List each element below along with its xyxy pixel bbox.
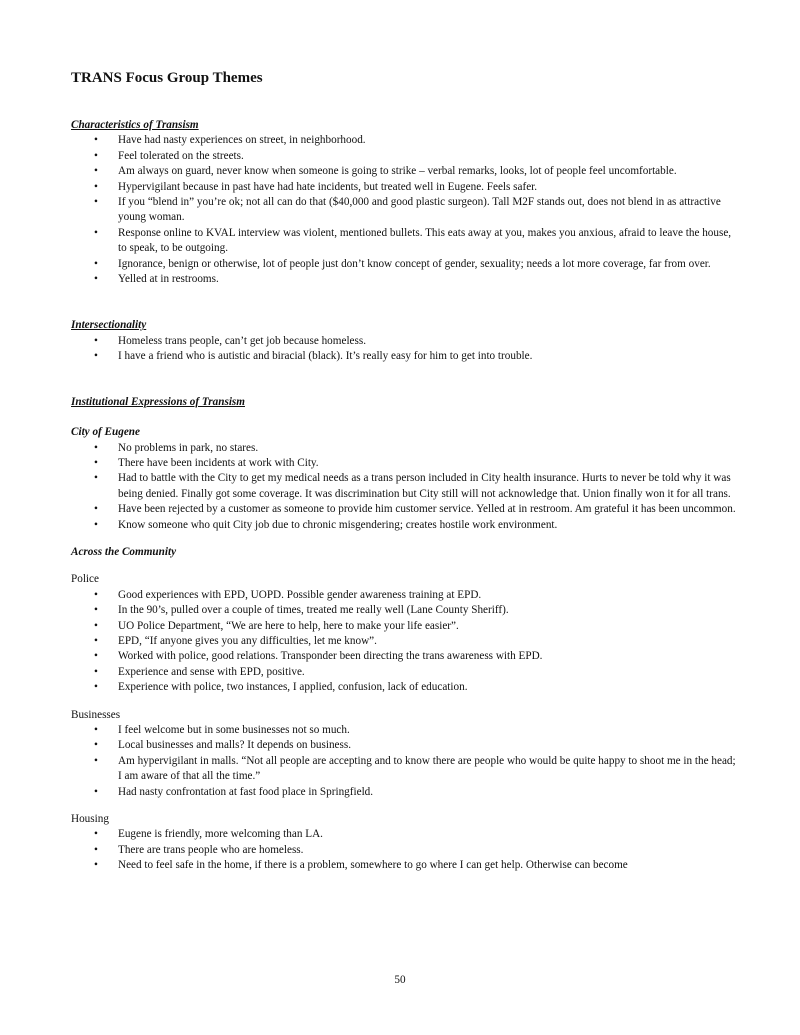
list-item: • Know someone who quit City job due to chronic misgendering; creates hostile work environment. [118, 518, 736, 533]
list-item: • No problems in park, no stares. [118, 441, 736, 456]
list-item: • Hypervigilant because in past have had hate incidents, but treated well in Eugene. Feels safer. [118, 180, 736, 195]
list-item: • In the 90’s, pulled over a couple of times, treated me really well (Lane County Sheriff). [118, 603, 736, 618]
list-item: • Worked with police, good relations. Transponder been directing the trans awareness with EPD. [118, 649, 736, 664]
list-item: • If you “blend in” you’re ok; not all can do that ($40,000 and good plastic surgeon). Tall M2F stands out, does not blend in as attractive young woman. [118, 195, 736, 226]
list-item: • Need to feel safe in the home, if there is a problem, somewhere to go where I can get help. Otherwise can become [118, 858, 736, 873]
businesses-list [71, 723, 736, 800]
list-item: • Had nasty confrontation at fast food place in Springfield. [118, 785, 736, 800]
list-item: • Eugene is friendly, more welcoming than LA. [118, 827, 736, 842]
subsection-heading-city: City of Eugene [71, 426, 140, 439]
category-heading-police: Police [71, 573, 99, 586]
list-item: • Ignorance, benign or otherwise, lot of people just don’t know concept of gender, sexuality; needs a lot more coverage, far from over. [118, 257, 736, 272]
list-item: • UO Police Department, “We are here to help, here to make your life easier”. [118, 619, 736, 634]
list-item: • Yelled at in restrooms. [118, 272, 736, 287]
list-item: • Local businesses and malls? It depends on business. [118, 738, 736, 753]
characteristics-list [71, 133, 736, 287]
list-item: • Feel tolerated on the streets. [118, 149, 736, 164]
city-list [71, 441, 736, 533]
list-item: • There are trans people who are homeless. [118, 843, 736, 858]
list-item: • I feel welcome but in some businesses not so much. [118, 723, 736, 738]
intersectionality-list [71, 334, 736, 365]
list-item: • There have been incidents at work with City. [118, 456, 736, 471]
page-title: TRANS Focus Group Themes [71, 70, 263, 86]
category-heading-housing: Housing [71, 813, 109, 826]
list-item: • Am hypervigilant in malls. “Not all people are accepting and to know there are people who would be quite happy to shoot me in the head; I am aware of that all the time.” [118, 754, 736, 785]
list-item: • Experience and sense with EPD, positive. [118, 665, 736, 680]
subsection-heading-community: Across the Community [71, 545, 177, 558]
list-item: • Homeless trans people, can’t get job because homeless. [118, 334, 736, 349]
list-item: • Had to battle with the City to get my medical needs as a trans person included in City health insurance. Hurts to never be told why it was being denied. Finally got some coverage. It was discrimination but City still will not acknowledge that. Union finally won it for all trans. [118, 471, 736, 502]
list-item: • Experience with police, two instances, I applied, confusion, lack of education. [118, 680, 736, 695]
housing-list [71, 827, 736, 873]
section-heading-intersectionality: Intersectionality [71, 319, 147, 332]
page-number: 50 [394, 974, 406, 986]
list-item: • Have had nasty experiences on street, in neighborhood. [118, 133, 736, 148]
list-item: • Have been rejected by a customer as someone to provide him customer service. Yelled at in restroom. Am grateful it has been uncommon. [118, 502, 736, 517]
list-item: • Good experiences with EPD, UOPD. Possible gender awareness training at EPD. [118, 588, 736, 603]
list-item: • Response online to KVAL interview was violent, mentioned bullets. This eats away at you, makes you anxious, afraid to leave the house, to speak, to be outgoing. [118, 226, 736, 257]
police-list [71, 588, 736, 696]
section-heading-characteristics: Characteristics of Transism [71, 119, 199, 131]
list-item: • EPD, “If anyone gives you any difficulties, let me know”. [118, 634, 736, 649]
document-body [71, 118, 736, 874]
section-heading-institutional: Institutional Expressions of Transism [71, 395, 245, 408]
list-item: • Am always on guard, never know when someone is going to strike – verbal remarks, looks, lot of people feel uncomfortable. [118, 164, 736, 179]
list-item: • I have a friend who is autistic and biracial (black). It’s really easy for him to get into trouble. [118, 349, 736, 364]
category-heading-businesses: Businesses [71, 708, 121, 721]
